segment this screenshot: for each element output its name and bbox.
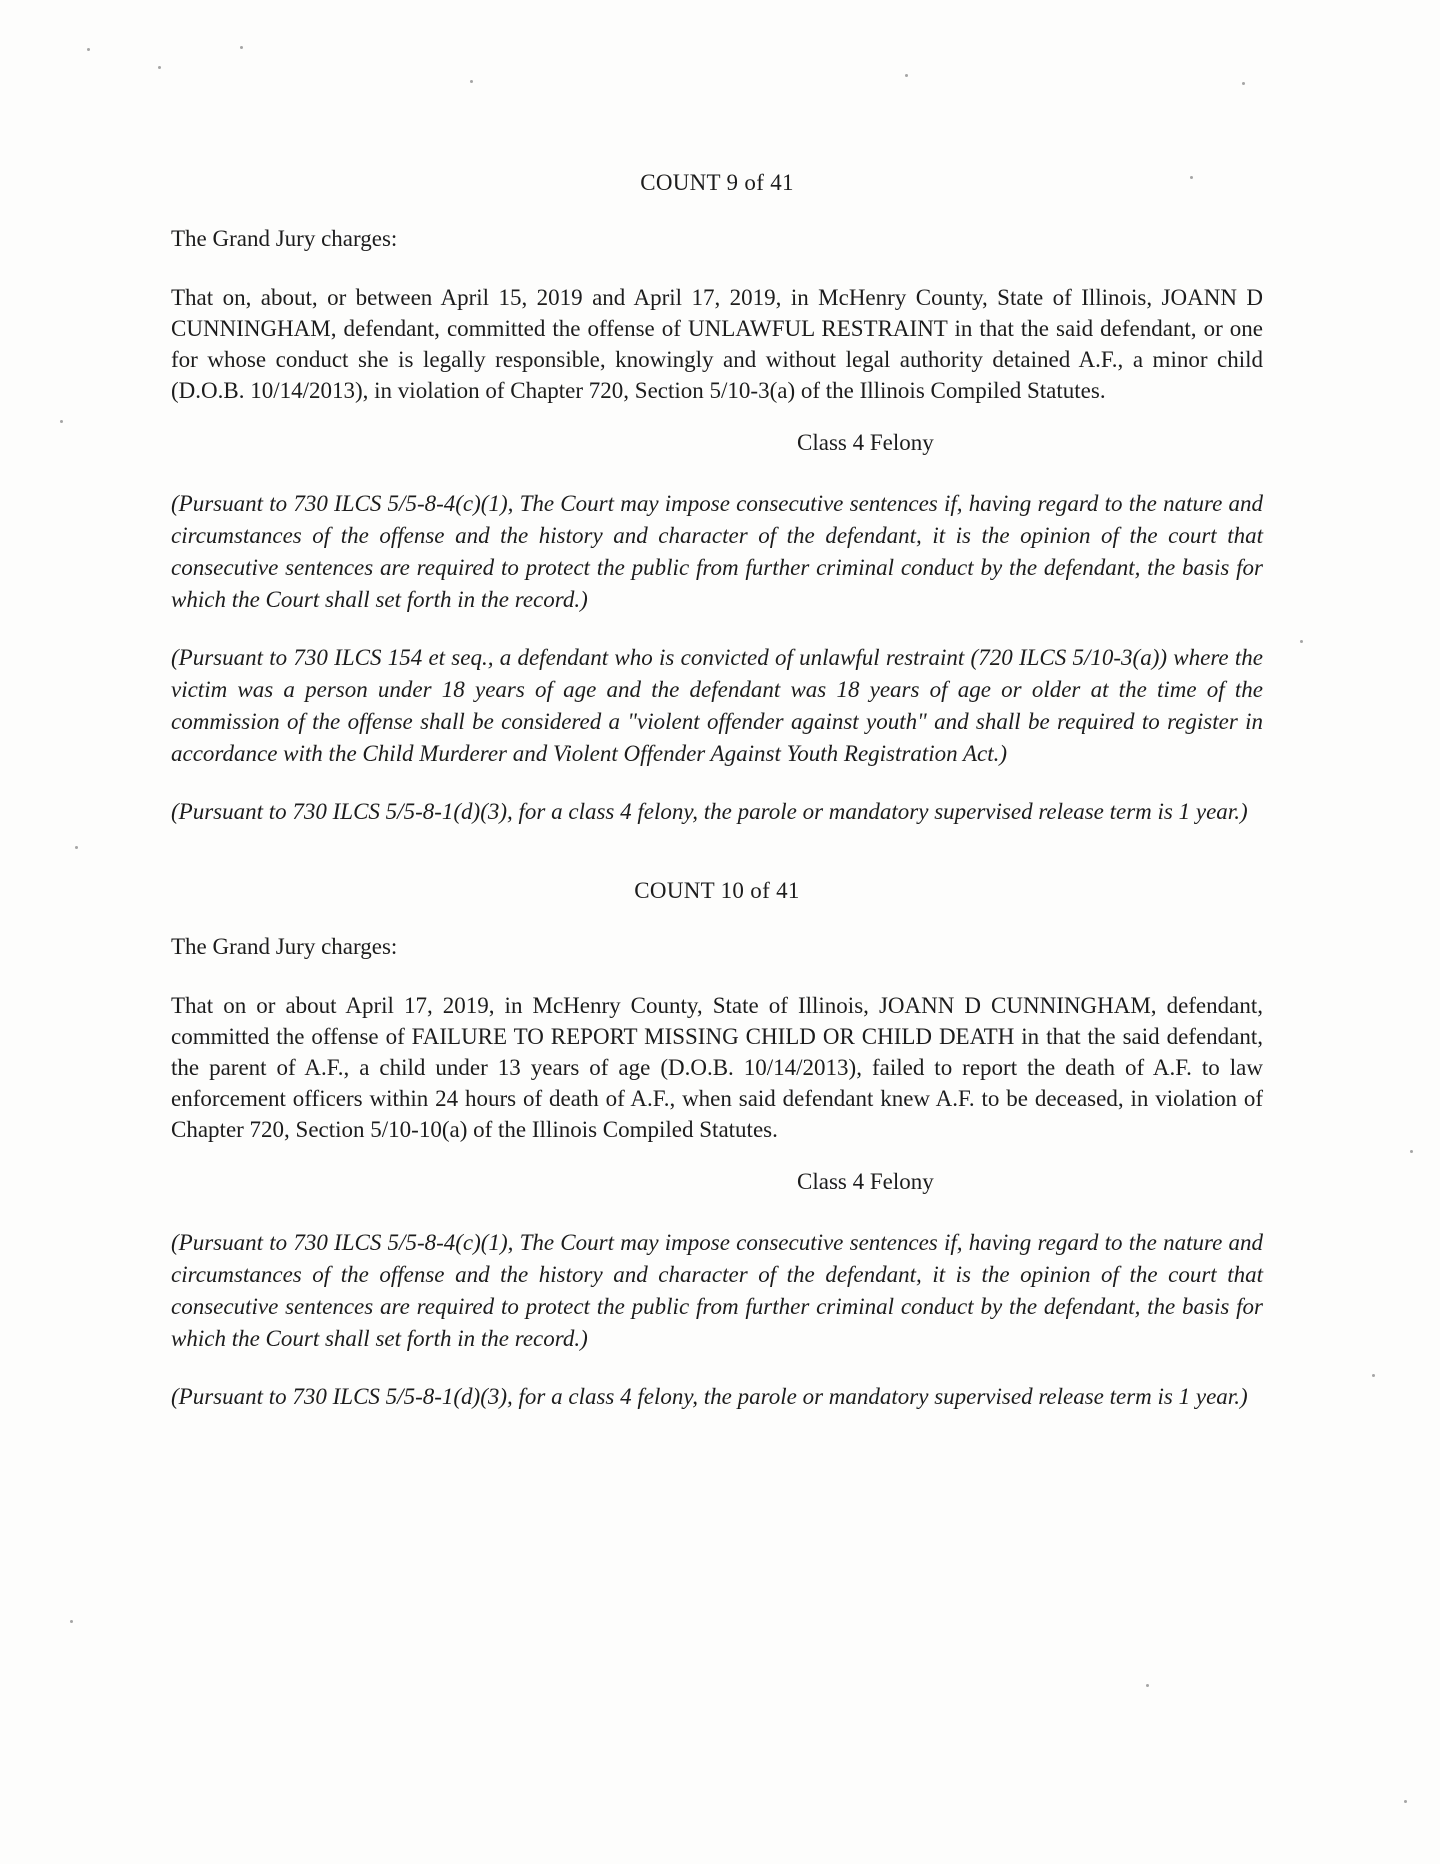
scan-speck [1300, 640, 1303, 643]
felony-class: Class 4 Felony [797, 1169, 934, 1194]
charge-paragraph: That on or about April 17, 2019, in McHenry County, State of Illinois, JOANN D CUNNINGHAM, defendant, committed the offense of FAILURE TO REPORT MISSING CHILD OR CHILD DEATH in that the said defendant, the parent of A.F., a child under 13 years of age (D.O.B. 10/14/2013), failed to report the death of A.F. to law enforcement officers within 24 hours of death of A.F., when said defendant knew A.F. to be deceased, in violation of Chapter 720, Section 5/10-10(a) of the Illinois Compiled Statutes. [171, 993, 1263, 1142]
scan-speck [905, 74, 908, 77]
scan-speck [1404, 1800, 1407, 1803]
felony-class: Class 4 Felony [797, 430, 934, 455]
document-content [171, 170, 1263, 1439]
sentencing-note: (Pursuant to 730 ILCS 5/5-8-4(c)(1), The Court may impose consecutive sentences if, having regard to the nature and circumstances of the offense and the history and character of the defendant, it is the opinion of the court that consecutive sentences are required to protect the public from further criminal conduct by the defendant, the basis for which the Court shall set forth in the record.) [171, 491, 1263, 612]
sentencing-note: (Pursuant to 730 ILCS 5/5-8-1(d)(3), for a class 4 felony, the parole or mandatory supervised release term is 1 year.) [171, 799, 1248, 824]
sentencing-note: (Pursuant to 730 ILCS 5/5-8-4(c)(1), The Court may impose consecutive sentences if, having regard to the nature and circumstances of the offense and the history and character of the defendant, it is the opinion of the court that consecutive sentences are required to protect the public from further criminal conduct by the defendant, the basis for which the Court shall set forth in the record.) [171, 1230, 1263, 1351]
charge-paragraph: That on, about, or between April 15, 2019 and April 17, 2019, in McHenry County, State of Illinois, JOANN D CUNNINGHAM, defendant, committed the offense of UNLAWFUL RESTRAINT in that the said defendant, or one for whose conduct she is legally responsible, knowingly and without legal authority detained A.F., a minor child (D.O.B. 10/14/2013), in violation of Chapter 720, Section 5/10-3(a) of the Illinois Compiled Statutes. [171, 285, 1263, 403]
scan-speck [240, 46, 243, 49]
scan-speck [70, 1620, 73, 1623]
scan-speck [87, 48, 90, 51]
count-section [171, 878, 1263, 1413]
count-heading: COUNT 9 of 41 [640, 170, 794, 195]
scan-speck [60, 420, 63, 423]
sentencing-note: (Pursuant to 730 ILCS 154 et seq., a defendant who is convicted of unlawful restraint (720 ILCS 5/10-3(a)) where the victim was a person under 18 years of age and the defendant was 18 years of age or older at the time of the commission of the offense shall be considered a "violent offender against youth" and shall be required to register in accordance with the Child Murderer and Violent Offender Against Youth Registration Act.) [171, 645, 1263, 766]
scan-speck [1146, 1684, 1149, 1687]
charges-intro: The Grand Jury charges: [171, 226, 398, 251]
scan-speck [470, 80, 473, 83]
scan-speck [1242, 82, 1245, 85]
scan-speck [75, 846, 78, 849]
scan-speck [1372, 1374, 1375, 1377]
scan-speck [158, 66, 161, 69]
sentencing-note: (Pursuant to 730 ILCS 5/5-8-1(d)(3), for a class 4 felony, the parole or mandatory supervised release term is 1 year.) [171, 1384, 1248, 1409]
scan-speck [1410, 1150, 1413, 1153]
count-heading: COUNT 10 of 41 [634, 878, 800, 903]
count-section [171, 170, 1263, 828]
charges-intro: The Grand Jury charges: [171, 934, 398, 959]
